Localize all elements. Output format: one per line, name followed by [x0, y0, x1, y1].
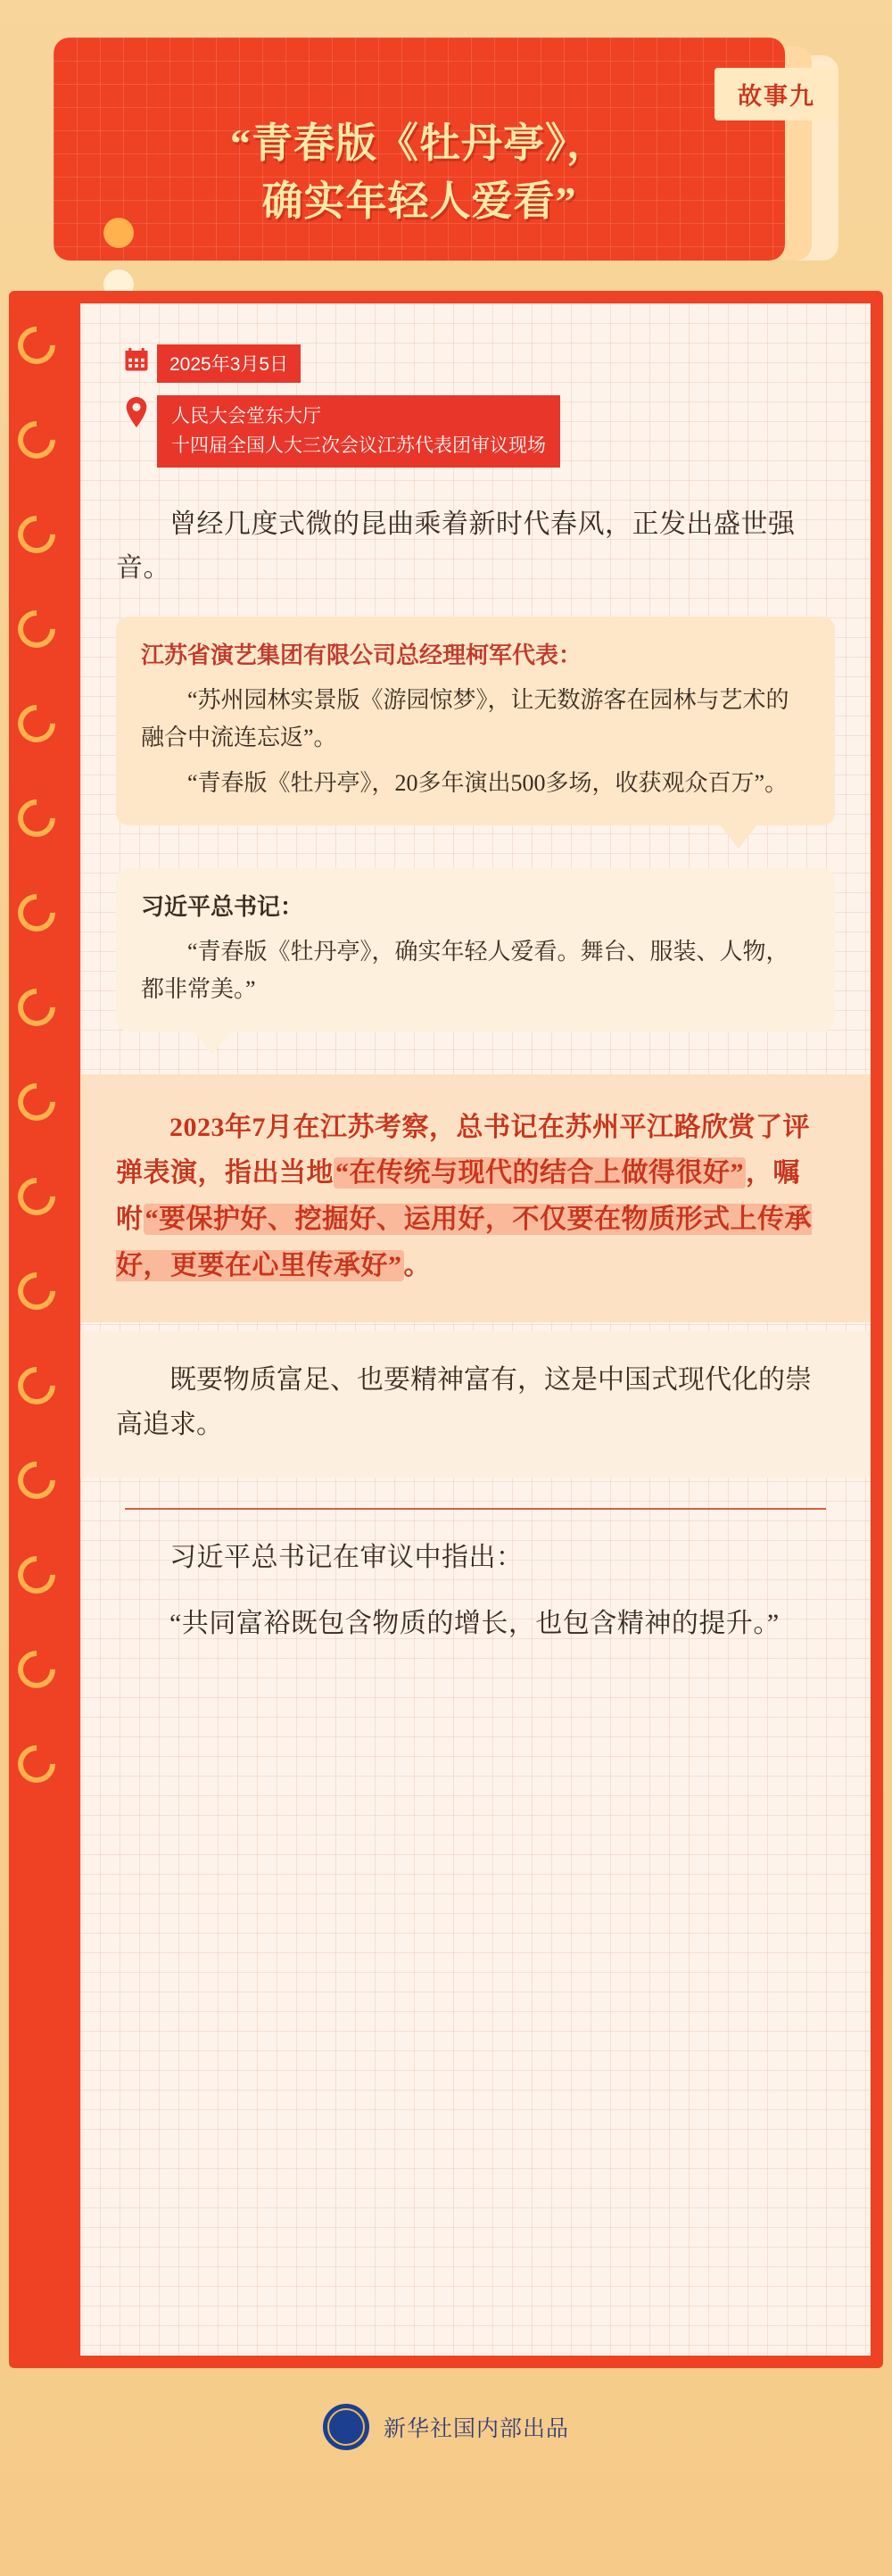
highlight-seg-marked: “要保护好、挖掘好、运用好，不仅要在物质形式上传承好，更要在心里传承好”	[116, 1205, 812, 1280]
ring-icon	[10, 981, 62, 1033]
ring-icon	[10, 602, 62, 655]
location-pin-icon	[116, 395, 157, 427]
meta-block	[116, 344, 835, 468]
ring-icon	[10, 319, 62, 371]
meta-location-line2: 十四届全国人大三次会议江苏代表团审议现场	[171, 434, 546, 456]
ring-icon	[10, 1264, 62, 1317]
page-title-line2: 确实年轻人爱看”	[261, 178, 577, 225]
bubble-speaker: 江苏省演艺集团有限公司总经理柯军代表：	[141, 642, 582, 669]
bubble-line: “苏州园林实景版《游园惊梦》，让无数游客在园林与艺术的融合中流连忘返”。	[141, 687, 789, 751]
footer-text: 新华社国内部出品	[383, 2417, 569, 2441]
ring-icon	[10, 508, 62, 560]
highlight-seg: 2023年7月在江苏考察，总书记在苏州平江路欣赏了评弹表演，指出当地	[116, 1112, 810, 1189]
header-card-stack	[45, 30, 847, 280]
ring-icon	[10, 413, 62, 466]
ring-icon	[10, 1548, 62, 1601]
meta-location	[157, 395, 560, 468]
ring-icon	[10, 1643, 62, 1695]
closing-line1: 习近平总书记在审议中指出：	[169, 1542, 524, 1572]
calendar-icon	[116, 344, 157, 373]
meta-date: 2025年3月5日	[157, 344, 301, 383]
footer	[0, 2368, 892, 2491]
highlight-seg-marked: “在传统与现代的结合上做得很好”	[335, 1158, 744, 1189]
soft-paragraph: 既要物质富足、也要精神富有，这是中国式现代化的崇高追求。	[116, 1365, 812, 1439]
soft-section	[80, 1331, 871, 1478]
notebook-rings	[18, 327, 71, 2332]
intro-paragraph: 曾经几度式微的昆曲乘着新时代春风，正发出盛世强音。	[116, 509, 796, 583]
bubble-speaker: 习近平总书记：	[141, 893, 304, 920]
quote-bubble-representative	[116, 617, 835, 824]
ring-icon	[10, 697, 62, 750]
ring-icon	[10, 1454, 62, 1506]
meta-location-line1: 人民大会堂东大厅	[171, 405, 321, 427]
ring-icon	[10, 1737, 62, 1790]
ring-icon	[10, 886, 62, 939]
divider	[125, 1508, 826, 1510]
main-frame	[9, 291, 883, 2368]
ring-icon	[10, 791, 62, 844]
ring-icon	[10, 1359, 62, 1412]
page-title-line1: “青春版《牡丹亭》，	[230, 120, 608, 166]
ring-icon	[10, 1075, 62, 1128]
decor-dot-orange	[103, 218, 134, 248]
highlight-paragraph	[116, 1105, 835, 1288]
xinhua-logo-icon	[323, 2404, 369, 2450]
meta-location-row	[116, 395, 835, 468]
highlight-seg: ，嘱咐	[116, 1158, 800, 1235]
page-title	[54, 114, 785, 231]
bubble-line: “青春版《牡丹亭》，20多年演出500多场，收获观众百万”。	[187, 769, 789, 796]
meta-date-row	[116, 344, 835, 383]
highlight-section	[80, 1074, 871, 1322]
ring-icon	[10, 1170, 62, 1222]
header-card-front	[54, 37, 815, 261]
bubble-line: “青春版《牡丹亭》，确实年轻人爱看。舞台、服装、人物，都非常美。”	[141, 938, 789, 1002]
story-badge: 故事九	[714, 68, 838, 120]
highlight-seg: 。	[403, 1250, 431, 1280]
quote-bubble-general-secretary	[116, 868, 835, 1031]
closing-line2: “共同富裕既包含物质的增长，也包含精神的提升。”	[169, 1609, 780, 1639]
paper-sheet	[80, 303, 871, 2356]
